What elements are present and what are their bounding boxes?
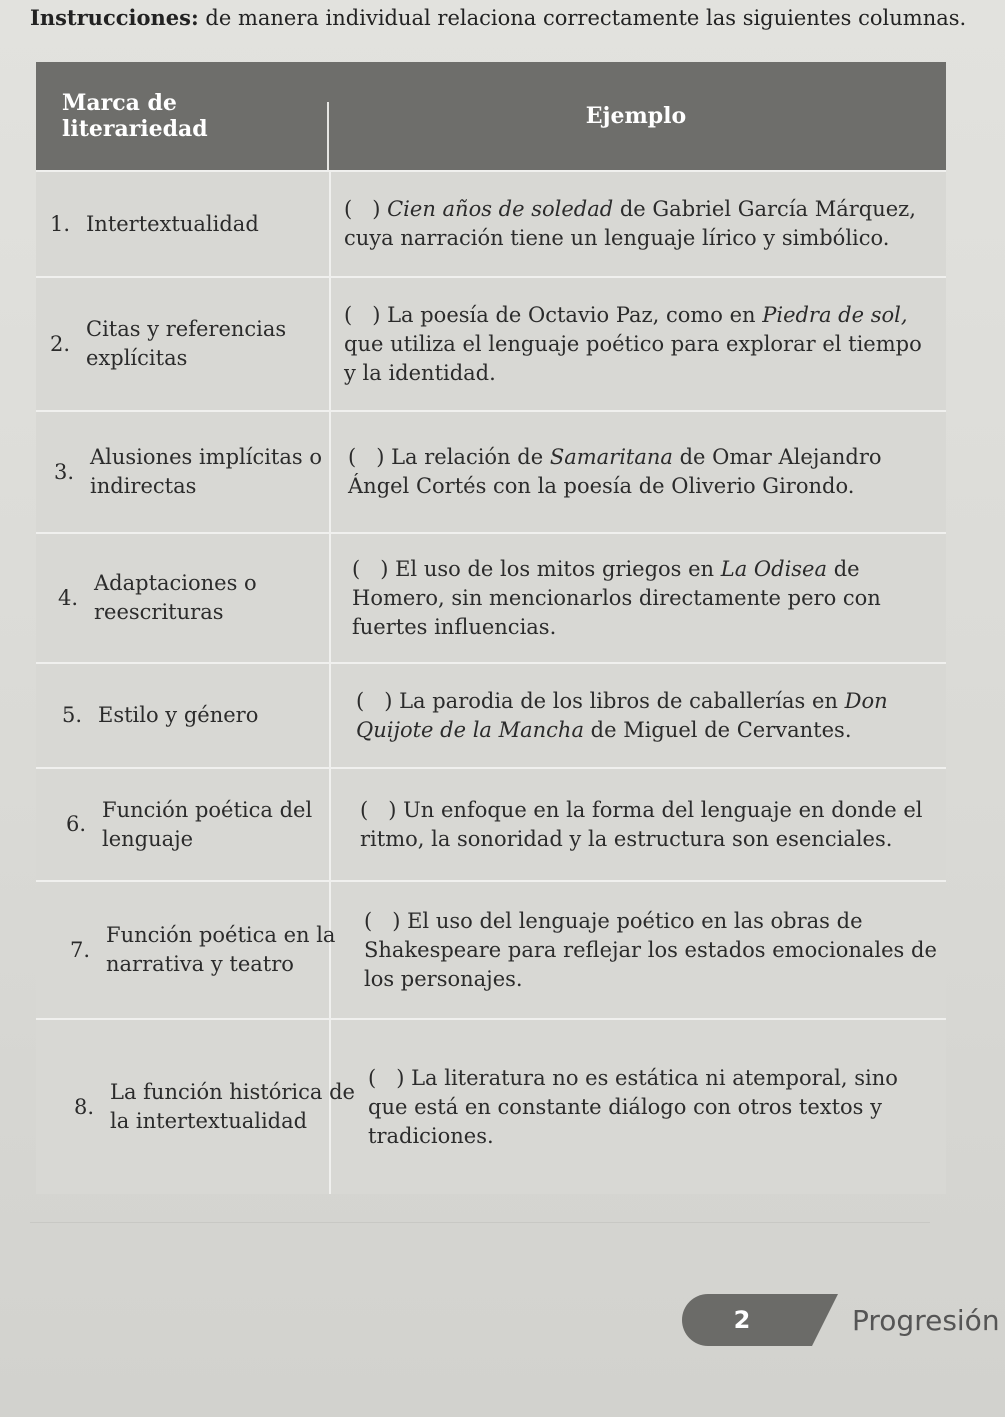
table-header	[36, 62, 946, 170]
ejemplo-text-start: La literatura no es estática ni atemporal, sino que está en constante diálogo con otros textos y tradiciones.	[368, 1065, 898, 1148]
footer-rule	[30, 1222, 930, 1223]
ejemplo-title: Piedra de sol,	[762, 302, 908, 327]
page-number-tab-edge	[812, 1294, 838, 1346]
answer-blank[interactable]: ( )	[356, 688, 393, 713]
ejemplo-cell	[368, 1020, 946, 1194]
ejemplo-text-start: La poesía de Octavio Paz, como en	[380, 302, 763, 327]
ejemplo-text-end: de Omar Alejandro Ángel Cortés con la poesía de Oliverio Girondo.	[348, 445, 882, 498]
marca-label: Adaptaciones o reescrituras	[94, 571, 257, 624]
answer-blank[interactable]: ( )	[344, 302, 381, 327]
answer-blank[interactable]: ( )	[360, 797, 397, 822]
ejemplo-text	[348, 443, 938, 501]
instructions-label: Instrucciones:	[30, 5, 199, 30]
ejemplo-text	[360, 796, 938, 854]
marca-label: Intertextualidad	[86, 211, 259, 236]
ejemplo-cell	[356, 664, 946, 767]
marca-label: Alusiones implícitas o indirectas	[90, 445, 322, 498]
ejemplo-cell	[348, 412, 946, 532]
marca-cell	[36, 1020, 365, 1194]
ejemplo-text-start: Un enfoque en la forma del lenguaje en donde el ritmo, la sonoridad y la estructura son esenciales.	[360, 797, 923, 851]
marca-cell	[36, 769, 357, 880]
ejemplo-cell	[352, 534, 946, 662]
answer-blank[interactable]: ( )	[364, 908, 401, 933]
marca-cell	[36, 534, 349, 662]
matching-table	[36, 62, 946, 1194]
marca-cell	[36, 278, 341, 410]
item-number: 2.	[50, 331, 71, 356]
table-row	[36, 1018, 946, 1194]
item-number: 8.	[74, 1094, 95, 1119]
ejemplo-cell	[360, 769, 946, 880]
ejemplo-cell	[364, 882, 946, 1018]
item-number: 7.	[70, 937, 91, 962]
ejemplo-text	[344, 195, 938, 253]
ejemplo-text-end: de Miguel de Cervantes.	[583, 717, 852, 742]
marca-cell	[36, 172, 341, 276]
ejemplo-text-start: La parodia de los libros de caballerías en	[392, 688, 845, 713]
marca-label: Función poética en la narrativa y teatro	[106, 923, 336, 976]
answer-blank[interactable]: ( )	[348, 445, 385, 469]
item-number: 4.	[58, 585, 79, 610]
page-footer	[682, 1288, 1005, 1350]
ejemplo-text-start: La relación de	[384, 445, 550, 469]
ejemplo-cell	[344, 172, 946, 276]
item-number: 1.	[50, 211, 71, 236]
item-number: 6.	[66, 812, 87, 836]
table-row	[36, 662, 946, 767]
table-row	[36, 410, 946, 532]
answer-blank[interactable]: ( )	[352, 556, 389, 581]
section-label: Progresión	[852, 1303, 1000, 1337]
table-row	[36, 767, 946, 880]
marca-label: La función histórica de la intertextualidad	[110, 1080, 355, 1133]
ejemplo-text-end: que utiliza el lenguaje poético para explorar el tiempo y la identidad.	[344, 331, 922, 385]
ejemplo-text	[344, 301, 938, 388]
marca-label: Función poética del lenguaje	[102, 797, 313, 851]
ejemplo-title: Cien años de soledad	[387, 197, 614, 221]
marca-cell	[36, 664, 353, 767]
table-row	[36, 276, 946, 410]
table-row	[36, 170, 946, 276]
ejemplo-text-end: de Homero, sin mencionarlos directamente pero con fuertes influencias.	[352, 556, 881, 639]
ejemplo-text-end: de Gabriel García Márquez, cuya narración tiene un lenguaje lírico y simbólico.	[344, 197, 916, 250]
item-number: 3.	[54, 459, 75, 484]
table-row	[36, 532, 946, 662]
ejemplo-text	[356, 687, 938, 745]
marca-label: Citas y referencias explícitas	[86, 317, 287, 370]
header-divider	[327, 102, 329, 170]
ejemplo-text-start: El uso del lenguaje poético en las obras de Shakespeare para reflejar los estados emocionales de los personajes.	[364, 908, 937, 991]
marca-cell	[36, 412, 345, 532]
instructions	[30, 4, 990, 32]
table-row	[36, 880, 946, 1018]
answer-blank[interactable]: ( )	[344, 197, 381, 221]
instructions-text: de manera individual relaciona correctamente las siguientes columnas.	[198, 6, 967, 30]
header-ejemplo: Ejemplo	[585, 103, 687, 129]
ejemplo-text	[368, 1064, 938, 1151]
ejemplo-cell	[344, 278, 946, 410]
ejemplo-title: La Odisea	[720, 556, 828, 581]
header-marca: Marca de literariedad	[62, 90, 208, 142]
ejemplo-title: Samaritana	[549, 445, 673, 469]
ejemplo-text-start: El uso de los mitos griegos en	[388, 556, 721, 581]
answer-blank[interactable]: ( )	[368, 1065, 405, 1090]
page-number: 2	[733, 1306, 751, 1334]
marca-cell	[36, 882, 361, 1018]
ejemplo-text	[352, 555, 938, 642]
item-number: 5.	[62, 703, 83, 727]
ejemplo-title: Don Quijote de la Mancha	[356, 688, 888, 742]
marca-label: Estilo y género	[98, 703, 259, 727]
ejemplo-text	[364, 907, 938, 994]
